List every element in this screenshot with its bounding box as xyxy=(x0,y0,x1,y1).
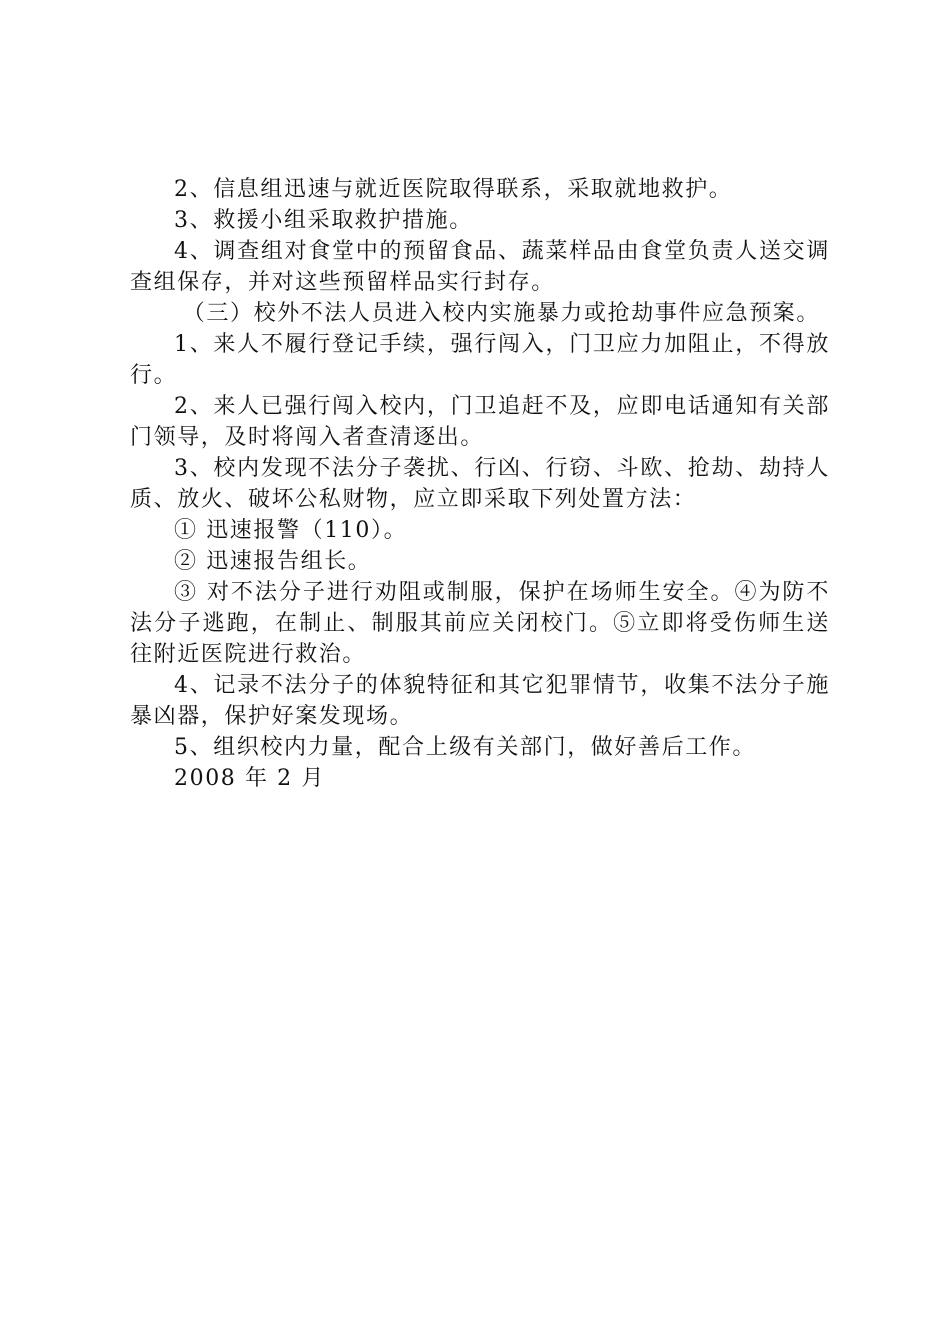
paragraph-registration: 1、来人不履行登记手续，强行闯入，门卫应力加阻止，不得放行。 xyxy=(130,332,830,388)
document-date: 2008 年 2 月 xyxy=(174,766,325,791)
list-item-call-police: ① 迅速报警（110）。 xyxy=(174,518,408,543)
paragraph-investigation-group: 4、调查组对食堂中的预留食品、蔬菜样品由食堂负责人送交调查组保存，并对这些预留样品实行封存。 xyxy=(130,239,830,295)
paragraph-disposal-methods: 3、校内发现不法分子袭扰、行凶、行窃、斗欧、抢劫、劫持人质、放火、破坏公私财物，应立即采取下列处置方法： xyxy=(130,456,830,512)
paragraph-forced-entry: 2、来人已强行闯入校内，门卫追赶不及，应即电话通知有关部门领导，及时将闯入者查清逐出。 xyxy=(130,394,830,450)
list-item-stop-criminals: ③ 对不法分子进行劝阻或制服，保护在场师生安全。④为防不法分子逃跑，在制止、制服其前应关闭校门。⑤立即将受伤师生送往附近医院进行救治。 xyxy=(130,580,830,667)
document-body xyxy=(130,174,830,794)
list-item-report-leader: ② 迅速报告组长。 xyxy=(174,549,372,574)
paragraph-aftermath: 5、组织校内力量，配合上级有关部门，做好善后工作。 xyxy=(174,735,756,760)
section-heading-violence-plan: （三）校外不法人员进入校内实施暴力或抢劫事件应急预案。 xyxy=(182,301,820,326)
paragraph-rescue-group: 3、救援小组采取救护措施。 xyxy=(174,208,473,233)
paragraph-record-features: 4、记录不法分子的体貌特征和其它犯罪情节，收集不法分子施暴凶器，保护好案发现场。 xyxy=(130,673,830,729)
paragraph-info-group: 2、信息组迅速与就近医院取得联系，采取就地救护。 xyxy=(174,177,733,202)
